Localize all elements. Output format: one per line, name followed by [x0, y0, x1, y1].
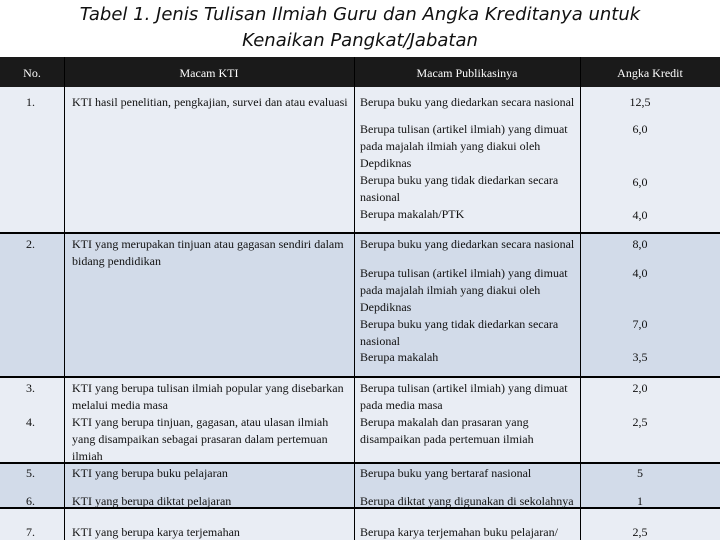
credit-value: 5: [637, 466, 643, 480]
row-divider: [0, 376, 720, 378]
row-number: 3.: [26, 381, 35, 395]
row-number: 4.: [26, 415, 35, 429]
kti-cell: KTI yang berupa tulisan ilmiah popular yang disebarkan melalui media masa: [72, 381, 344, 412]
row-divider: [0, 232, 720, 234]
publication-cell: Berupa buku yang diedarkan secara nasional: [360, 95, 575, 109]
publication-cell: Berupa karya terjemahan buku pelajaran/: [360, 525, 558, 539]
kti-cell: KTI yang berupa buku pelajaran: [72, 466, 228, 480]
kti-cell: KTI yang berupa tinjuan, gagasan, atau ulasan ilmiah yang disampaikan sebagai prasaran dalam pertemuan ilmiah: [72, 415, 329, 463]
kti-cell: KTI yang berupa karya terjemahan: [72, 525, 240, 539]
credit-value: 4,0: [632, 266, 648, 280]
credit-value: 1: [637, 494, 643, 508]
publication-cell: Berupa makalah/PTK: [360, 207, 465, 221]
credit-value: 2,5: [632, 415, 648, 429]
publication-cell: Berupa tulisan (artikel ilmiah) yang dimuat pada majalah ilmiah yang diakui oleh Depdiknas: [360, 266, 568, 314]
credit-value: 12,5: [629, 95, 651, 109]
credit-value: 2,5: [632, 525, 648, 539]
publication-cell: Berupa tulisan (artikel ilmiah) yang dimuat pada majalah ilmiah yang diakui oleh Depdiknas: [360, 122, 568, 170]
row-number: 6.: [26, 494, 35, 508]
credit-value: 3,5: [632, 350, 648, 364]
table-title: [0, 2, 720, 54]
publication-cell: Berupa diktat yang digunakan di sekolahnya: [360, 494, 574, 508]
title-line-1: Tabel 1. Jenis Tulisan Ilmiah Guru dan Angka Kreditanya untuk: [79, 4, 641, 25]
publication-cell: Berupa buku yang tidak diedarkan secara nasional: [360, 173, 559, 204]
credit-value: 8,0: [632, 237, 648, 251]
header-angka-kredit: Angka Kredit: [617, 66, 683, 80]
publication-cell: Berupa buku yang tidak diedarkan secara nasional: [360, 317, 559, 348]
header-no: No.: [23, 66, 41, 80]
publication-cell: Berupa makalah dan prasaran yang disampaikan pada pertemuan ilmiah: [360, 415, 534, 446]
column-divider: [354, 57, 355, 540]
credit-value: 2,0: [632, 381, 648, 395]
credit-value: 6,0: [632, 122, 648, 136]
publication-cell: Berupa makalah: [360, 350, 439, 364]
header-macam-kti: Macam KTI: [179, 66, 239, 80]
publication-cell: Berupa tulisan (artikel ilmiah) yang dimuat pada media masa: [360, 381, 568, 412]
kti-cell: KTI hasil penelitian, pengkajian, survei dan atau evaluasi: [72, 95, 348, 109]
row-number: 7.: [26, 525, 35, 539]
kti-cell: KTI yang berupa diktat pelajaran: [72, 494, 232, 508]
title-line-2: Kenaikan Pangkat/Jabatan: [242, 30, 478, 51]
row-number: 1.: [26, 95, 35, 109]
publication-cell: Berupa buku yang diedarkan secara nasional: [360, 237, 575, 251]
publication-cell: Berupa buku yang bertaraf nasional: [360, 466, 532, 480]
credit-value: 7,0: [632, 317, 648, 331]
row-number: 5.: [26, 466, 35, 480]
header-macam-publikasi: Macam Publikasinya: [416, 66, 518, 80]
credit-value: 4,0: [632, 208, 648, 222]
row-number: 2.: [26, 237, 35, 251]
column-divider: [64, 57, 65, 540]
kti-cell: KTI yang merupakan tinjuan atau gagasan sendiri dalam bidang pendidikan: [72, 237, 344, 268]
credit-value: 6,0: [632, 175, 648, 189]
credit-table: [0, 57, 720, 540]
